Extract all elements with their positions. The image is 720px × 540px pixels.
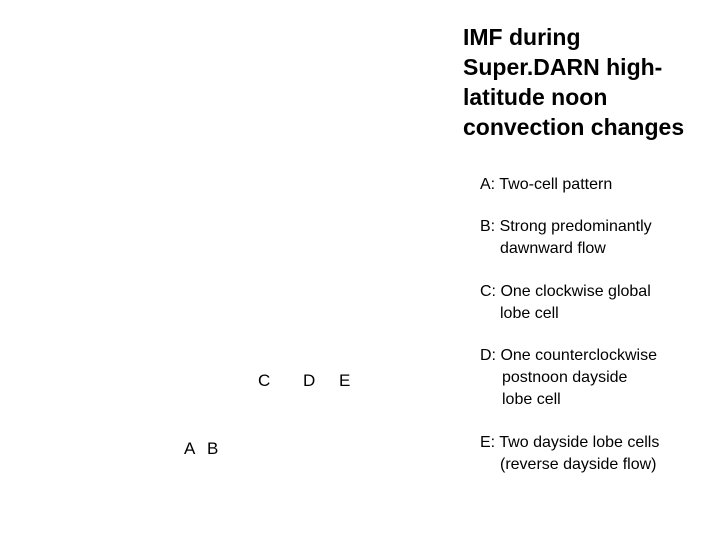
- marker-d: D: [303, 371, 316, 390]
- marker-e: E: [339, 371, 351, 390]
- diagram-title: [463, 22, 713, 142]
- title-line: IMF during: [463, 24, 581, 50]
- legend-line: (reverse dayside flow): [500, 456, 657, 473]
- legend-line: lobe cell: [502, 391, 561, 408]
- legend-item-b: [480, 216, 715, 260]
- legend-item-a: [480, 174, 715, 196]
- legend-line: E: Two dayside lobe cells: [480, 434, 660, 451]
- title-line: convection changes: [463, 114, 685, 140]
- legend-line: lobe cell: [500, 305, 559, 322]
- legend-line: C: One clockwise global: [480, 283, 651, 300]
- legend-item-e: [480, 432, 715, 476]
- marker-c: C: [258, 371, 271, 390]
- legend-line: D: One counterclockwise: [480, 347, 657, 364]
- title-line: Super.DARN high-: [463, 54, 663, 80]
- legend-line: B: Strong predominantly: [480, 218, 652, 235]
- legend-item-d: [480, 345, 715, 411]
- legend-line: dawnward flow: [500, 240, 606, 257]
- legend-line: A: Two-cell pattern: [480, 176, 613, 193]
- legend-line: postnoon dayside: [502, 369, 628, 386]
- title-line: latitude noon: [463, 84, 608, 110]
- marker-a: A: [184, 439, 196, 458]
- marker-b: B: [207, 439, 219, 458]
- legend-item-c: [480, 281, 715, 325]
